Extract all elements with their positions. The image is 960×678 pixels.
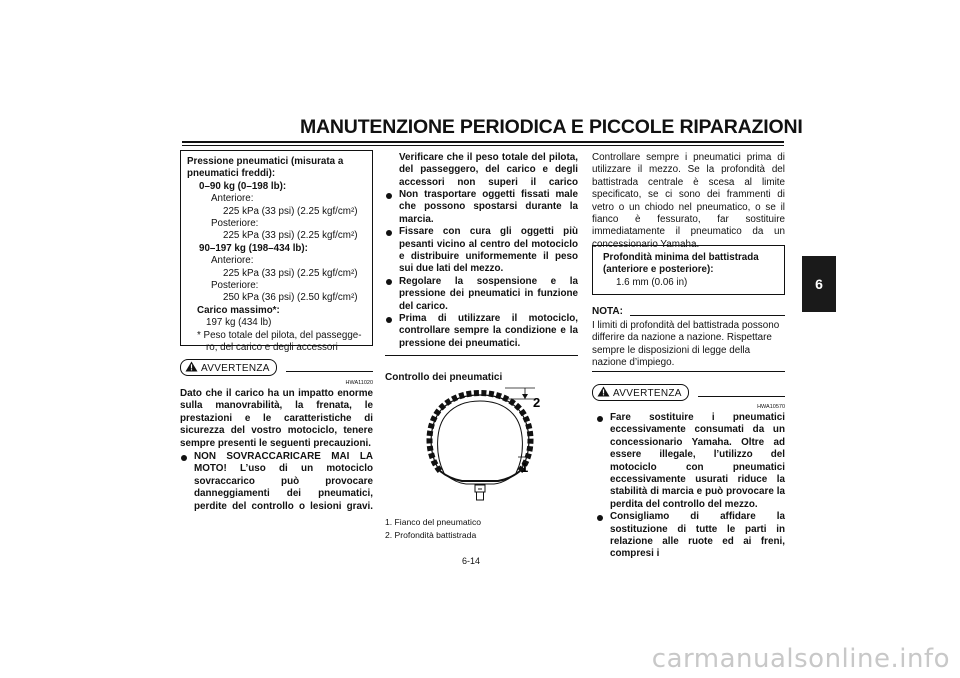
valve-cap-icon (477, 492, 484, 500)
callout-2: 2 (533, 395, 541, 410)
tire-carcass (431, 395, 529, 471)
spec-max-load-label: Carico massimo*: (197, 304, 280, 316)
warning-bullet-2 (385, 189, 578, 226)
warning-code-2: HWA10570 (757, 404, 785, 410)
tread-spec-value: 1.6 mm (0.06 in) (616, 276, 688, 288)
warning-badge-label: AVVERTENZA (201, 363, 270, 374)
warning-bullet-1-continued (385, 152, 578, 189)
warning-body-2 (596, 412, 785, 561)
nota-end-rule (592, 371, 785, 372)
nota-label: NOTA: (592, 306, 623, 317)
spec-front-value: 225 kPa (33 psi) (2.25 kgf/cm²) (223, 205, 358, 217)
page-number: 6-14 (462, 556, 481, 566)
bullet-text: Fissare con cura gli oggetti più pesanti vicino al centro del motociclo e distribuire uniformemente il peso sui due lati del mezzo. (399, 226, 578, 275)
spec-rear-label-2: Posteriore: (211, 280, 259, 292)
header-rule-thin (182, 145, 784, 146)
tire-pressure-spec-box (180, 150, 373, 354)
warning-triangle-icon (597, 386, 610, 397)
nota-text: I limiti di profondità del battistrada possono differire da nazione a nazione. Rispettare sempre le disposizioni di legge della nazione d’impiego. (592, 320, 780, 369)
spec-rear-value: 225 kPa (33 psi) (2.25 kgf/cm²) (223, 230, 358, 242)
spec-front-value-2: 225 kPa (33 psi) (2.25 kgf/cm²) (223, 267, 358, 279)
spec-range-heavy: 90–197 kg (198–434 lb): (199, 242, 308, 254)
warning-rule-2 (698, 396, 785, 397)
bullet-dot-icon (386, 279, 392, 285)
bullet-dot-icon (597, 515, 603, 521)
tire-check-heading: Controllo dei pneumatici (385, 372, 503, 383)
warning2-bullet-1 (596, 412, 785, 511)
bullet-text-continued: Verificare che il peso totale del pilota, del passeggero, del carico e degli accessori non superi il carico (399, 152, 578, 188)
spec-front-label-2: Anteriore: (211, 255, 254, 267)
bullet-text: Fare sostituire i pneumatici eccessivamente consumati da un concessionario Yamaha. Oltre ad essere illegale, l’utilizzo del motociclo con pneumatici eccessivamente usurati riduce la stabilità di marcia e può provocare la perdita del controllo del mezzo. (610, 412, 785, 510)
tread-depth-spec-box (592, 245, 785, 295)
bullet-text: NON SOVRACCARICARE MAI LA MOTO! L’uso di un motociclo sovraccarico può provocare danneggiamenti dei pneumatici, perdite del controllo o lesioni gravi. (194, 451, 373, 512)
bullet-text: Prima di utilizzare il motociclo, controllare sempre la condizione e la pressione dei pneumatici. (399, 313, 578, 349)
warning2-bullet-2 (596, 511, 785, 561)
bullet-dot-icon (386, 317, 392, 323)
warning-bullet-4 (385, 276, 578, 313)
tire-tread-outline (430, 393, 531, 471)
spec-rear-value-2: 250 kPa (36 psi) (2.50 kgf/cm²) (223, 292, 358, 304)
warning-body-1 (180, 388, 373, 513)
warning-intro: Dato che il carico ha un impatto enorme sulla manovrabilità, la frenata, le prestazioni e le caratteristiche di sicurezza del vostro motociclo, tenere sempre presenti le seguenti precauzioni. (180, 388, 373, 449)
warning-continuation (385, 152, 578, 350)
warning-bullet-1 (180, 451, 373, 513)
tire-cross-section-diagram (410, 385, 560, 507)
warning-triangle-icon (185, 361, 198, 372)
chapter-tab: 6 (802, 256, 836, 312)
spec-range-light: 0–90 kg (0–198 lb): (199, 180, 287, 192)
tread-depth-arrow-icon (522, 394, 528, 399)
warning-bullet-5 (385, 313, 578, 350)
spec-rear-label: Posteriore: (211, 218, 259, 230)
warning-bullet-3 (385, 226, 578, 276)
warning-badge-1 (180, 358, 277, 376)
bullet-text: Consigliamo di affidare la sostituzione di tutte le parti in relazione alle ruote ed ai freni, compresi i (610, 511, 785, 560)
tire-check-paragraph: Controllare sempre i pneumatici prima di utilizzare il mezzo. Se la profondità del battistrada centrale è scesa al limite specificato, se ci sono dei frammenti di vetro o un chiodo nel pneumatico, o se il fianco è fessurato, far sostituire immediatamente il pneumatico da un concessionario Yamaha. (592, 152, 785, 250)
bullet-dot-icon (597, 416, 603, 422)
caption-sidewall: 1. Fianco del pneumatico (385, 517, 482, 527)
bullet-dot-icon (386, 230, 392, 236)
bullet-dot-icon (386, 193, 392, 199)
warning-badge-2 (592, 383, 689, 401)
spec-front-label: Anteriore: (211, 193, 254, 205)
spec-footnote: * Peso totale del pilota, del passegge- (197, 329, 362, 341)
tread-spec-title: Profondità minima del battistrada (anteriore e posteriore): (603, 252, 759, 276)
page-header-title: MANUTENZIONE PERIODICA E PICCOLE RIPARAZIONI (300, 116, 803, 138)
diagram-caption (385, 516, 481, 541)
warning-end-rule (385, 355, 578, 356)
bullet-dot-icon (181, 455, 187, 461)
bullet-text: Non trasportare oggetti fissati male che possono spostarsi durante la marcia. (399, 189, 578, 225)
bullet-text: Regolare la sospensione e la pressione dei pneumatici in funzione del carico. (399, 275, 578, 312)
tire-inner-wall (438, 401, 523, 473)
spec-title: Pressione pneumatici (misurata a pneumatici freddi): (187, 156, 344, 180)
warning-code-1: HWA11020 (345, 380, 373, 386)
watermark: carmanualsonline.info (651, 644, 950, 674)
caption-tread-depth: 2. Profondità battistrada (385, 529, 477, 540)
callout-1: 1 (521, 460, 529, 475)
warning-rule-1 (286, 371, 373, 372)
spec-footnote-2: ro, del carico e degli accessori (206, 342, 338, 354)
warning-badge-label: AVVERTENZA (613, 388, 682, 399)
header-rule (182, 141, 784, 143)
nota-rule (630, 315, 785, 316)
spec-max-load-value: 197 kg (434 lb) (206, 317, 272, 329)
